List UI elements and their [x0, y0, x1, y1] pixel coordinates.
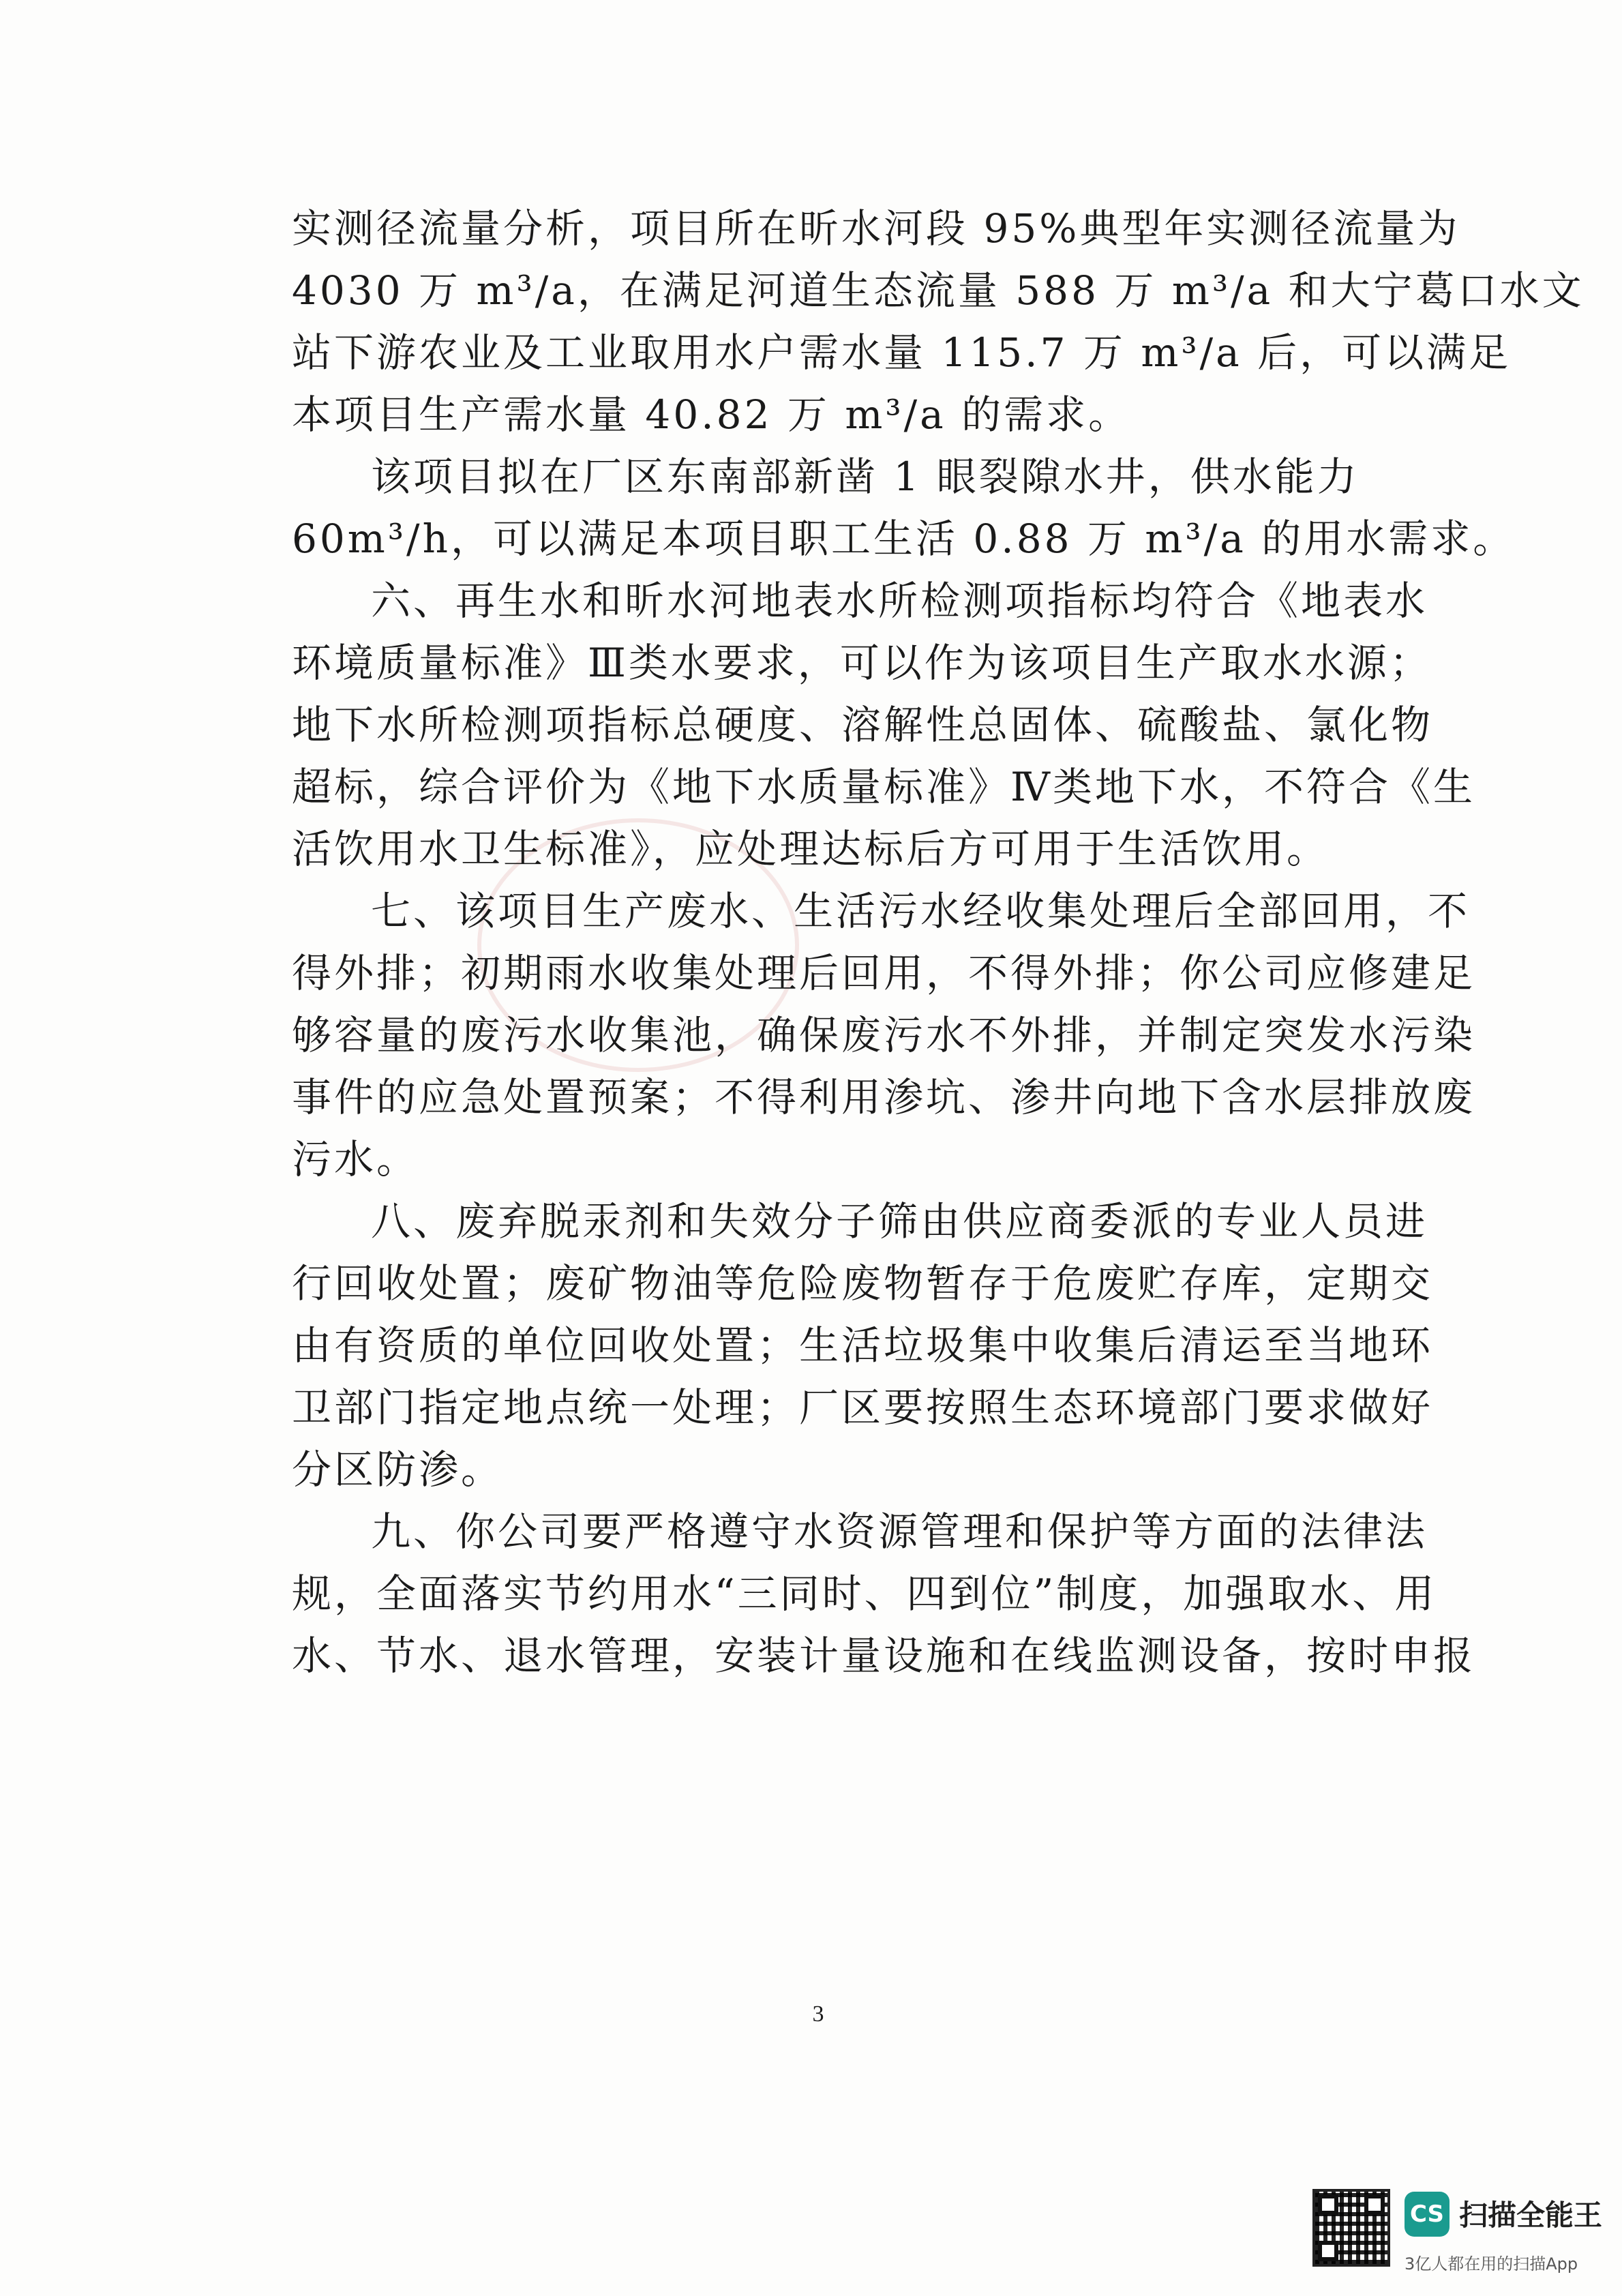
text-line: 规，全面落实节约用水“三同时、四到位”制度，加强取水、用	[292, 1570, 1437, 1617]
text-line: 站下游农业及工业取用水户需水量 115.7 万 m³/a 后，可以满足	[292, 329, 1512, 376]
text-line: 够容量的废污水收集池，确保废污水不外排，并制定突发水污染	[292, 1012, 1476, 1058]
text-line: 污水。	[292, 1136, 419, 1182]
text-line: 活饮用水卫生标准》，应处理达标后方可用于生活饮用。	[292, 826, 1330, 872]
text-line: 七、该项目生产废水、生活污水经收集处理后全部回用，不	[371, 888, 1471, 934]
text-line: 超标，综合评价为《地下水质量标准》Ⅳ类地下水，不符合《生	[292, 764, 1475, 810]
text-line: 地下水所检测项指标总硬度、溶解性总固体、硫酸盐、氯化物	[292, 702, 1434, 748]
text-line: 卫部门指定地点统一处理；厂区要按照生态环境部门要求做好	[292, 1384, 1434, 1431]
paragraph	[292, 1501, 1476, 1687]
text-line: 该项目拟在厂区东南部新凿 1 眼裂隙水井，供水能力	[371, 453, 1360, 500]
text-line: 水、节水、退水管理，安装计量设施和在线监测设备，按时申报	[292, 1632, 1476, 1679]
text-line: 环境质量标准》Ⅲ类水要求，可以作为该项目生产取水水源；	[292, 640, 1432, 686]
paragraph	[292, 446, 1516, 570]
text-line: 八、废弃脱汞剂和失效分子筛由供应商委派的专业人员进	[371, 1198, 1428, 1244]
watermark-subtitle: 3亿人都在用的扫描App	[1405, 2254, 1578, 2273]
text-line: 事件的应急处置预案；不得利用渗坑、渗井向地下含水层排放废	[292, 1074, 1476, 1120]
camscanner-logo-icon: CS	[1405, 2192, 1450, 2237]
text-line: 分区防渗。	[292, 1446, 504, 1493]
paragraph	[292, 570, 1475, 880]
paragraph	[292, 1191, 1434, 1501]
text-line: 九、你公司要严格遵守水资源管理和保护等方面的法律法	[371, 1508, 1428, 1555]
text-line: 由有资质的单位回收处置；生活垃圾集中收集后清运至当地环	[292, 1322, 1434, 1369]
paragraph	[292, 198, 1585, 446]
document-body	[292, 198, 1585, 1687]
text-line: 4030 万 m³/a，在满足河道生态流量 588 万 m³/a 和大宁葛口水文	[292, 267, 1585, 314]
text-line: 行回收处置；废矿物油等危险废物暂存于危废贮存库，定期交	[292, 1260, 1434, 1307]
qr-code-icon	[1312, 2189, 1390, 2267]
paragraph	[292, 880, 1476, 1191]
text-line: 本项目生产需水量 40.82 万 m³/a 的需求。	[292, 391, 1131, 438]
page-number: 3	[812, 2001, 824, 2027]
text-line: 六、再生水和昕水河地表水所检测项指标均符合《地表水	[371, 578, 1428, 624]
text-line: 60m³/h，可以满足本项目职工生活 0.88 万 m³/a 的用水需求。	[292, 516, 1516, 562]
text-line: 得外排；初期雨水收集处理后回用，不得外排；你公司应修建足	[292, 950, 1476, 996]
text-line: 实测径流量分析，项目所在昕水河段 95%典型年实测径流量为	[292, 205, 1460, 252]
watermark-title: 扫描全能王	[1459, 2198, 1603, 2232]
